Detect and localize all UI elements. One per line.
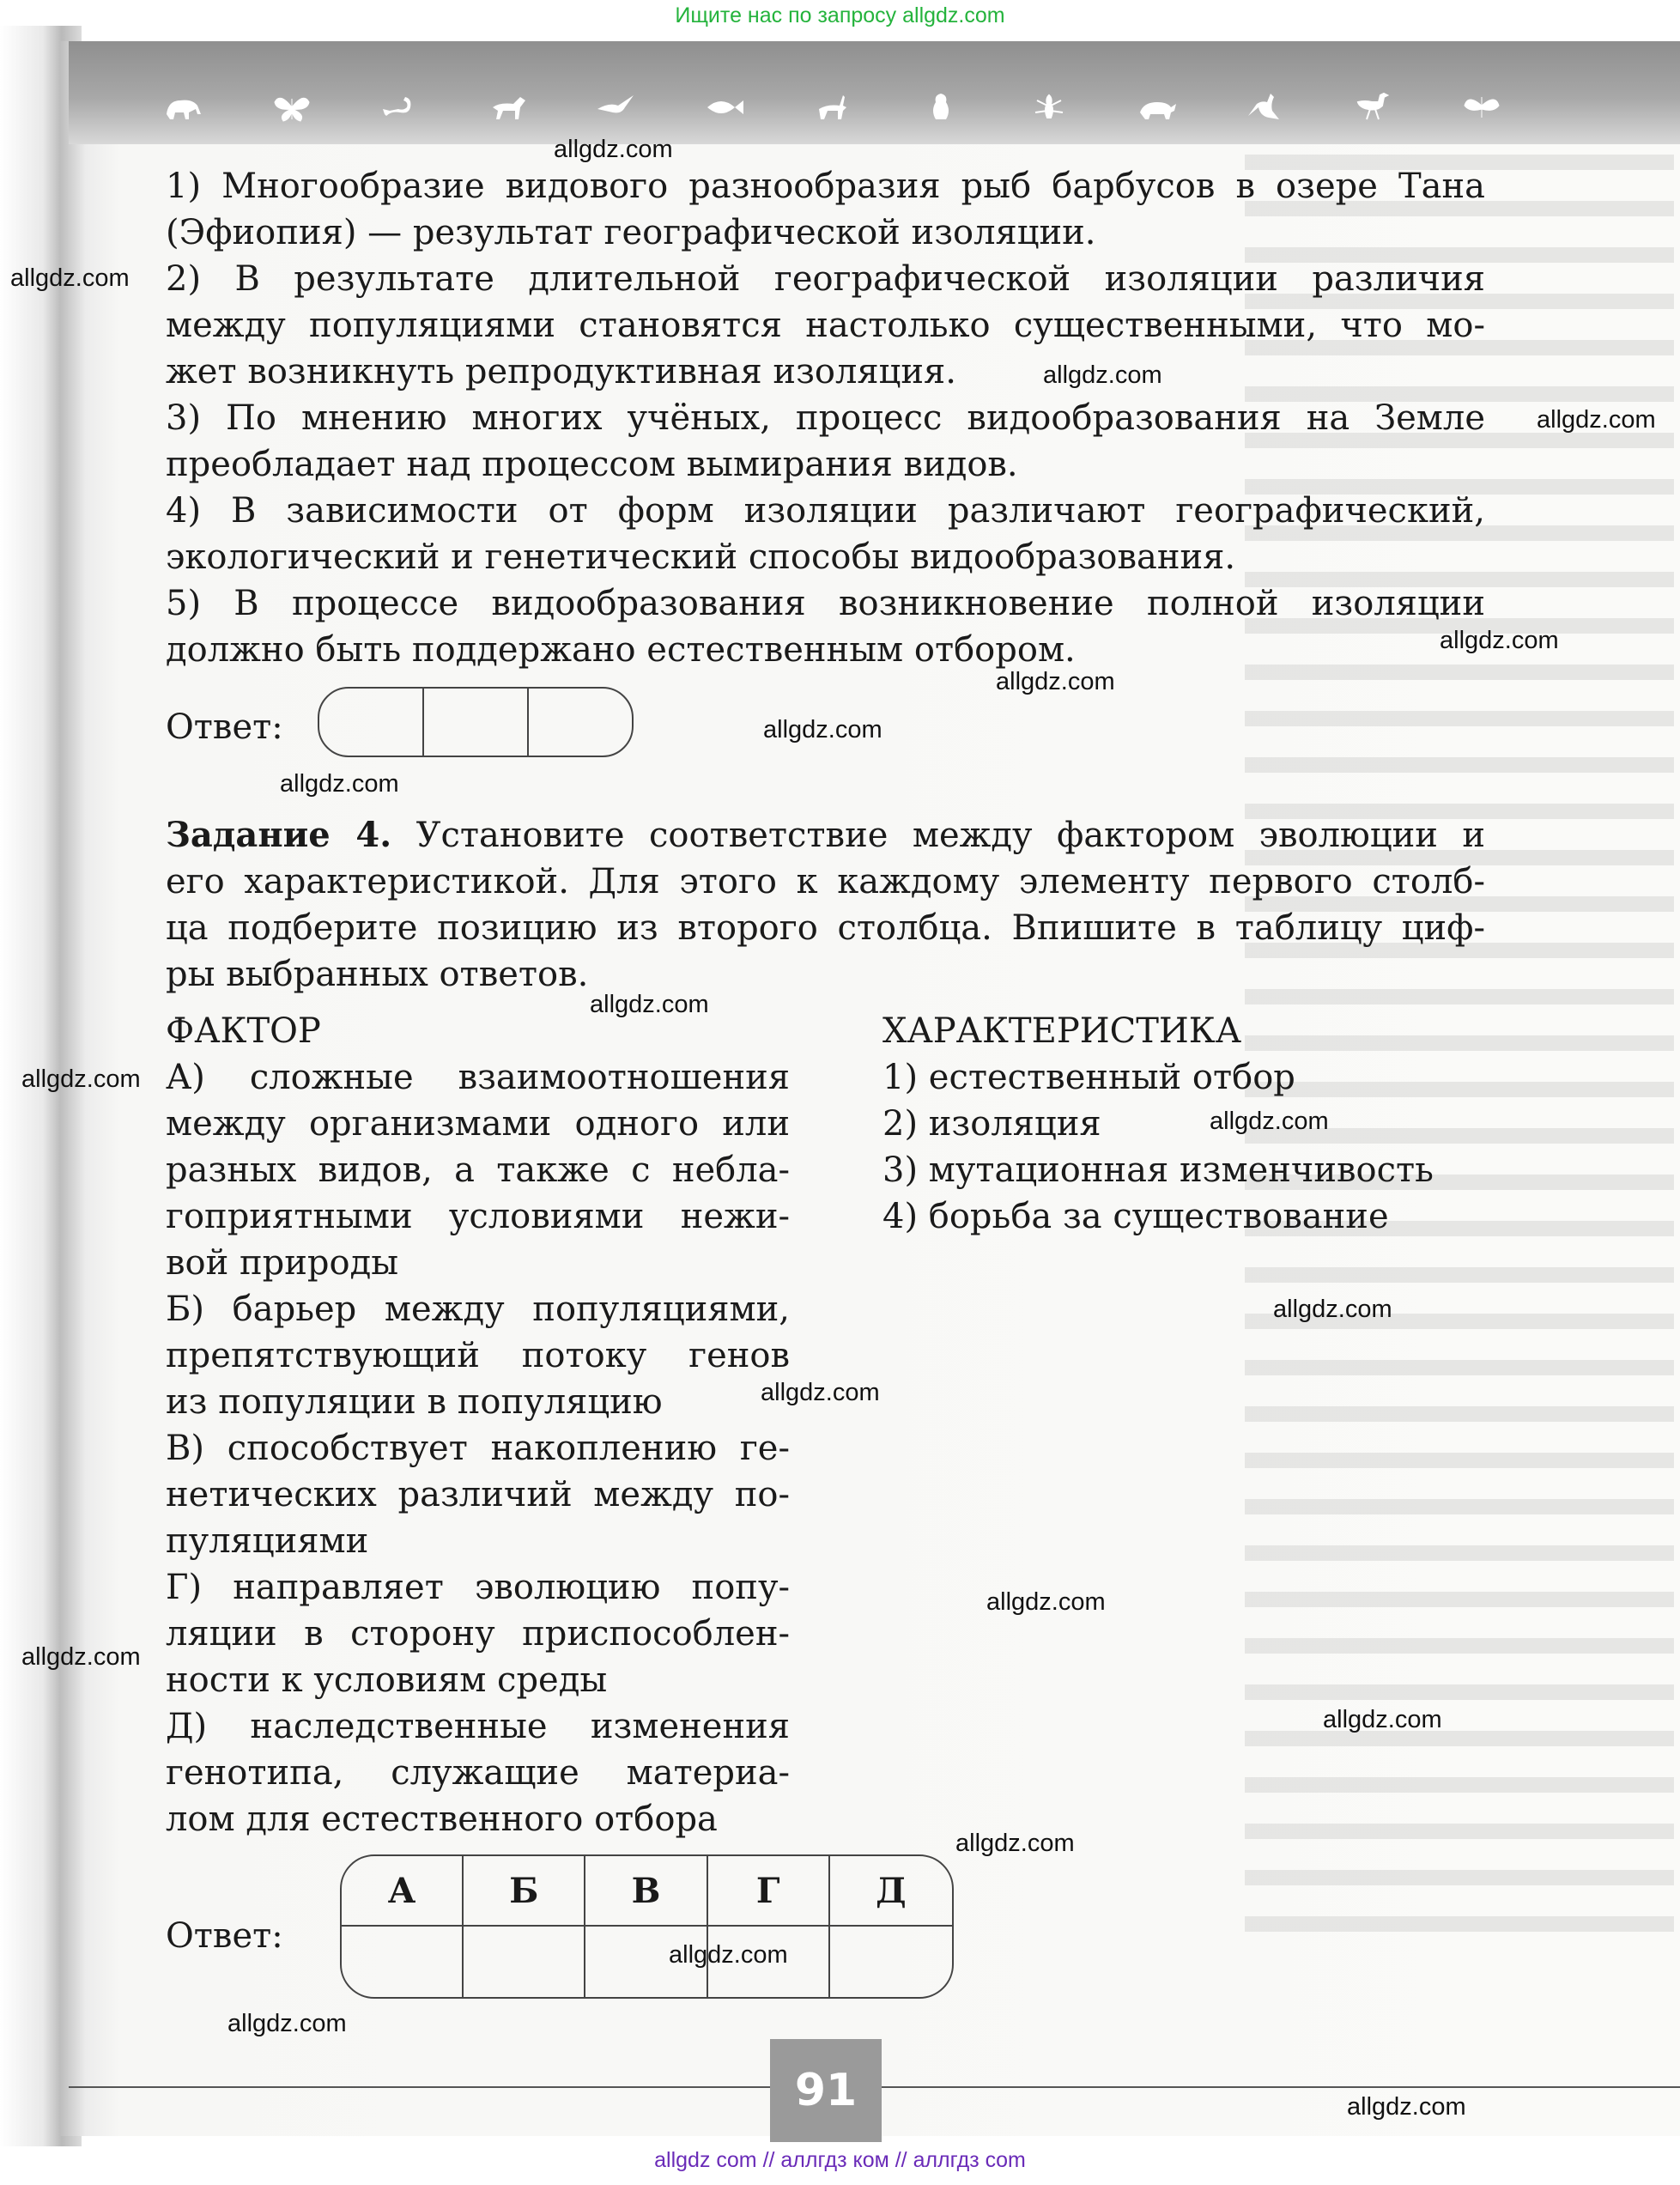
statement-5-line-1: 5) В процессе видообразования возникновение полной изоляции <box>166 584 1485 623</box>
watermark: allgdz.com <box>763 716 882 744</box>
task-4-intro-text: Установите соответствие между фактором эволюции и <box>391 816 1485 855</box>
characteristic-1: 1) естественный отбор <box>882 1058 1295 1097</box>
factor-b-line-1: Б) барьер между популяциями, <box>166 1290 790 1329</box>
horse-icon <box>488 90 529 124</box>
top-search-banner[interactable]: Ищите нас по запросу allgdz.com <box>675 3 1005 27</box>
animal-silhouettes-decoration <box>163 86 1502 129</box>
factor-g-line-2: ляции в сторону приспособлен- <box>166 1614 790 1654</box>
factor-d-line-3: лом для естественного отбора <box>166 1800 718 1839</box>
insect-icon <box>1028 90 1070 124</box>
watermark: allgdz.com <box>669 1941 788 1969</box>
answer-box-1[interactable] <box>318 687 634 757</box>
watermark: allgdz.com <box>955 1830 1075 1857</box>
watermark: allgdz.com <box>280 770 399 798</box>
statement-3-line-2: преобладает над процессом вымирания видов. <box>166 445 1018 484</box>
bird-icon <box>596 90 637 124</box>
factor-a-line-4: гоприятными условиями нежи- <box>166 1197 790 1236</box>
watermark: allgdz.com <box>1537 406 1656 434</box>
factor-b-line-2: препятствующий потоку генов <box>166 1336 790 1375</box>
answer-cell-b[interactable] <box>464 1927 585 1997</box>
watermark: allgdz.com <box>227 2010 347 2037</box>
answer-table-header-v: В <box>585 1856 707 1927</box>
statement-1-line-2: (Эфиопия) — результат географической изоляции. <box>166 213 1096 252</box>
factor-g-line-3: ности к условиям среды <box>166 1660 608 1700</box>
rhino-icon <box>1137 90 1178 124</box>
watermark: allgdz.com <box>21 1065 141 1093</box>
watermark: allgdz.com <box>761 1379 880 1406</box>
statement-5-line-2: должно быть поддержано естественным отбором. <box>166 630 1076 670</box>
answer-table <box>340 1854 954 1999</box>
characteristic-3: 3) мутационная изменчивость <box>882 1150 1434 1190</box>
answer-table-header-d: Д <box>830 1856 952 1927</box>
watermark: allgdz.com <box>590 991 709 1018</box>
factor-v-line-2: нетических различий между по- <box>166 1475 790 1514</box>
task-4-intro-line-4: ры выбранных ответов. <box>166 955 589 994</box>
answer-label-2: Ответ: <box>166 1916 283 1956</box>
statement-4-line-1: 4) В зависимости от форм изоляции различают географический, <box>166 491 1485 531</box>
watermark: allgdz.com <box>1043 361 1162 389</box>
watermark: allgdz.com <box>1273 1296 1392 1323</box>
task-4-title: Задание 4. <box>166 815 392 855</box>
answer-box-1-cell[interactable] <box>424 689 529 756</box>
watermark: allgdz.com <box>554 136 673 163</box>
task-4-intro-line-2: его характеристикой. Для этого к каждому элементу первого столб- <box>166 862 1485 901</box>
answer-box-1-cell[interactable] <box>529 689 632 756</box>
bison-icon <box>163 90 204 124</box>
kangaroo-icon <box>1245 90 1286 124</box>
ostrich-icon <box>1353 90 1394 124</box>
characteristic-column-header: ХАРАКТЕРИСТИКА <box>882 1011 1242 1051</box>
answer-label-1: Ответ: <box>166 707 283 747</box>
watermark: allgdz.com <box>1210 1108 1329 1135</box>
factor-a-line-5: вой природы <box>166 1243 399 1283</box>
factor-a-line-1: А) сложные взаимоотношения <box>166 1058 790 1097</box>
characteristic-4: 4) борьба за существование <box>882 1197 1389 1236</box>
statement-3-line-1: 3) По мнению многих учёных, процесс видообразования на Земле <box>166 398 1485 438</box>
statement-2-line-1: 2) В результате длительной географической изоляции различия <box>166 259 1485 299</box>
statement-2-line-3: жет возникнуть репродуктивная изоляция. <box>166 352 956 391</box>
butterfly-icon <box>271 90 312 124</box>
factor-a-line-3: разных видов, а также с небла- <box>166 1150 790 1190</box>
answer-cell-a[interactable] <box>342 1927 464 1997</box>
fish-icon <box>704 90 745 124</box>
watermark: allgdz.com <box>1440 627 1559 654</box>
statement-2-line-2: между популяциями становятся настолько существенными, что мо- <box>166 306 1485 345</box>
page-number: 91 <box>770 2039 882 2142</box>
factor-v-line-1: В) способствует накоплению ге- <box>166 1429 790 1468</box>
answer-box-1-cell[interactable] <box>319 689 424 756</box>
watermark: allgdz.com <box>986 1588 1106 1616</box>
factor-d-line-1: Д) наследственные изменения <box>166 1707 790 1746</box>
statement-1-line-1: 1) Многообразие видового разнообразия рыб барбусов в озере Тана <box>166 167 1485 206</box>
factor-a-line-2: между организмами одного или <box>166 1104 790 1144</box>
watermark: allgdz.com <box>1323 1706 1442 1733</box>
answer-table-header-a: А <box>342 1856 464 1927</box>
answer-table-header-b: Б <box>464 1856 585 1927</box>
factor-column-header: ФАКТОР <box>166 1011 321 1051</box>
task-4-intro-line-1 <box>166 812 1485 859</box>
watermark: allgdz.com <box>996 668 1115 695</box>
factor-d-line-2: генотипа, служащие материа- <box>166 1753 790 1793</box>
factor-g-line-1: Г) направляет эволюцию попу- <box>166 1568 790 1607</box>
footer-links[interactable]: allgdz com // аллгдз ком // аллгдз com <box>654 2148 1026 2172</box>
penguin-icon <box>920 90 961 124</box>
factor-v-line-3: пуляциями <box>166 1521 369 1561</box>
moth-icon <box>1461 90 1502 124</box>
characteristic-2: 2) изоляция <box>882 1104 1101 1144</box>
watermark: allgdz.com <box>10 264 130 292</box>
factor-b-line-3: из популяции в популяцию <box>166 1382 663 1422</box>
watermark: allgdz.com <box>1347 2093 1466 2121</box>
watermark: allgdz.com <box>21 1643 141 1671</box>
answer-table-header-g: Г <box>708 1856 830 1927</box>
statement-4-line-2: экологический и генетический способы видообразования. <box>166 537 1236 577</box>
answer-cell-d[interactable] <box>830 1927 952 1997</box>
scorpion-icon <box>379 90 421 124</box>
antelope-icon <box>812 90 853 124</box>
task-4-intro-line-3: ца подберите позицию из второго столбца. Впишите в таблицу циф- <box>166 908 1485 948</box>
